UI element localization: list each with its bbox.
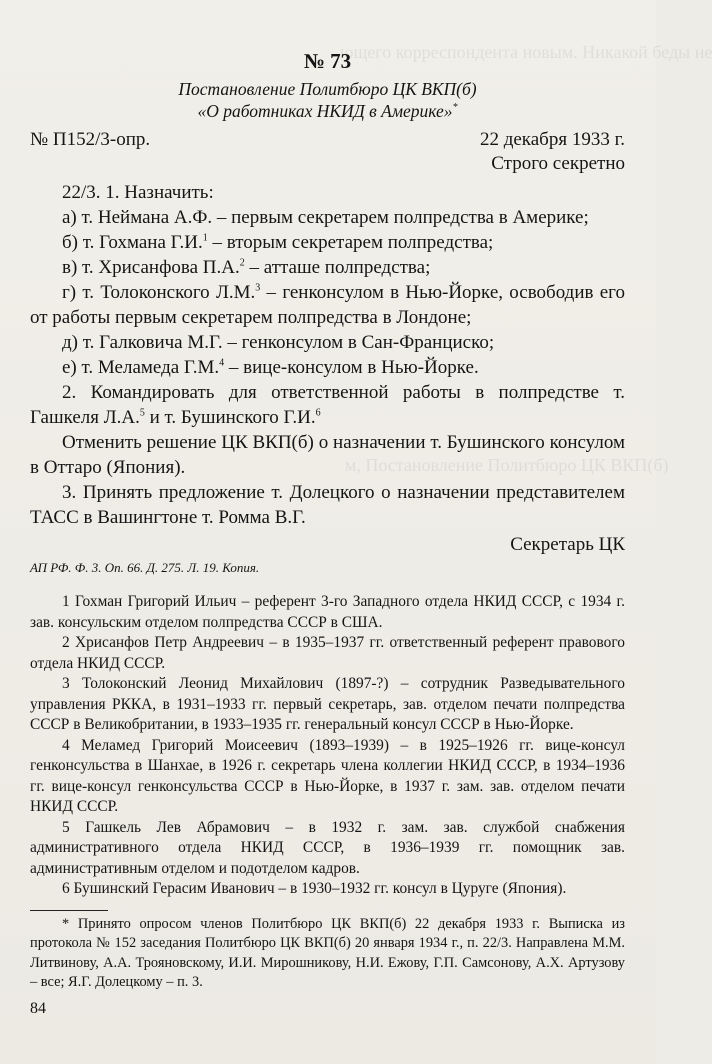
paragraph: 22/3. 1. Назначить: [62, 182, 214, 203]
document-date: 22 декабря 1933 г. [479, 129, 625, 150]
document-title-line1: Постановление Политбюро ЦК ВКП(б) [178, 79, 477, 99]
document-number: № 73 [303, 49, 352, 73]
paragraph: 3. Принять предложение т. Долецкого о назначении представителем ТАСС в Вашингтоне т. Ромма В.Г. [30, 482, 625, 528]
bleed-through-text: м, Постановление Политбюро ЦК ВКП(б) [345, 455, 669, 475]
page-number: 84 [30, 1000, 46, 1017]
paragraph: 2. Командировать для ответственной работы в полпредстве т. Гашкеля Л.А.$^5$ и т. Бушинского Г.И.$^6$ [30, 382, 625, 428]
footnote-separator [30, 910, 108, 911]
protocol-number: № П152/3-опр. [30, 129, 151, 150]
bleed-through-text: ющего корреспондента новым. Никакой беды не [340, 42, 712, 62]
endnote: 3 Толоконский Леонид Михайлович (1897-?) – сотрудник Разведывательного управления РККА, в 1931–1933 гг. первый секретарь, зав. отделом печати полпредства СССР в Великобритании, в 1933–1935 гг. генеральный консул СССР в Нью-Йорке. [30, 675, 625, 733]
endnote: 1 Гохман Григорий Ильич – референт 3-го Западного отдела НКИД СССР, с 1934 г. зав. консульским отделом полпредства СССР в США. [30, 593, 625, 631]
document-content [30, 48, 625, 993]
resolution-body [30, 180, 625, 530]
paragraph: Отменить решение ЦК ВКП(б) о назначении т. Бушинского консулом в Оттаро (Япония). [30, 432, 625, 478]
endnote: 5 Гашкель Лев Абрамович – в 1932 г. зам. зав. службой снабжения административного отдела НКИД СССР, в 1936–1939 гг. помощник зав. административным отделом и подотделом кадров. [30, 818, 625, 877]
endnote: 6 Бушинский Герасим Иванович – в 1930–1932 гг. консул в Цуруге (Япония). [62, 880, 567, 897]
signature: Секретарь ЦК [510, 534, 625, 555]
paragraph: а) т. Неймана А.Ф. – первым секретарем полпредства в Америке; [62, 207, 589, 228]
archive-reference: АП РФ. Ф. 3. Оп. 66. Д. 275. Л. 19. Копия. [30, 560, 260, 575]
endnote: 4 Меламед Григорий Моисеевич (1893–1939) – в 1925–1926 гг. вице-консул генконсульства в Шанхае, в 1926 г. секретарь члена коллегии НКИД СССР, в 1934–1936 гг. вице-консул генконсульства СССР в Нью-Йорке, в 1937 г. зам. зав. отделом печати НКИД СССР. [30, 736, 625, 815]
document-title-line2: «О работниках НКИД в Америке»* [197, 101, 458, 121]
classification-stamp: Строго секретно [491, 153, 625, 174]
endnotes [30, 592, 625, 900]
endnote: 2 Хрисанфов Петр Андреевич – в 1935–1937 гг. ответственный референт правового отдела НКИД СССР. [30, 634, 625, 672]
paragraph: д) т. Галковича М.Г. – генконсулом в Сан-Франциско; [62, 332, 495, 353]
document-header-row [30, 128, 625, 152]
paragraph: б) т. Гохмана Г.И.$^1$ – вторым секретарем полпредства; [62, 232, 494, 253]
footnote: * Принято опросом членов Политбюро ЦК ВКП(б) 22 декабря 1933 г. Выписка из протокола № 152 заседания Политбюро ЦК ВКП(б) 20 января 1934 г., п. 22/3. Направлена М.М. Литвинову, А.А. Трояновскому, И.И. Мирошникову, Н.И. Ежову, Г.П. Самсонову, А.Х. Артузову – все; Я.Г. Долецкому – п. 3. [30, 915, 625, 990]
paragraph: е) т. Меламеда Г.М.$^4$ – вице-консулом в Нью-Йорке. [62, 357, 479, 378]
paragraph: г) т. Толоконского Л.М.$^3$ – генконсулом в Нью-Йорке, освободив его от работы первым секретарем полпредства в Лондоне; [30, 282, 625, 328]
paragraph: в) т. Хрисанфова П.А.$^2$ – атташе полпредства; [62, 257, 431, 278]
